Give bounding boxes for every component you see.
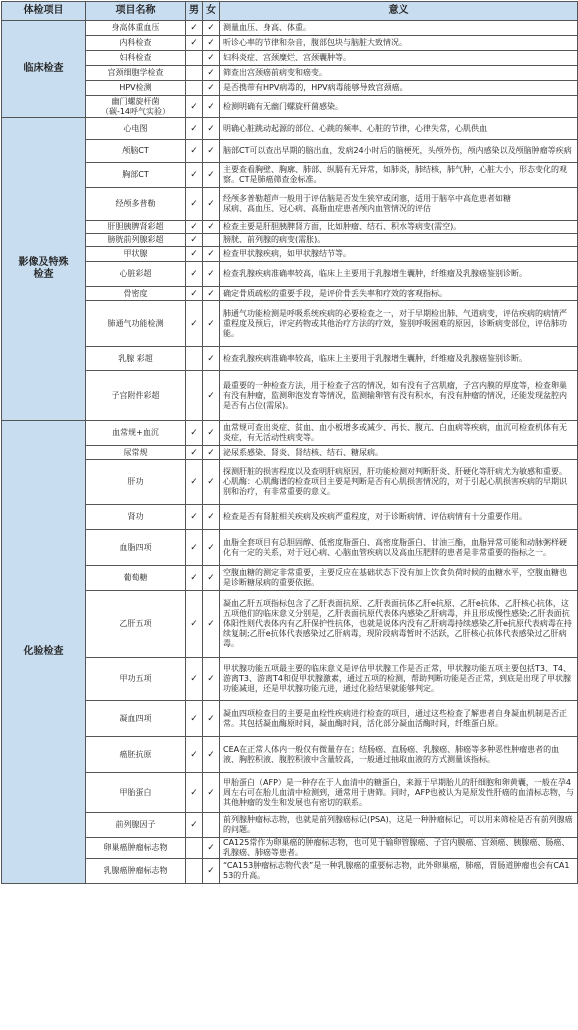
female-check-cell bbox=[203, 371, 220, 421]
female-check-cell bbox=[203, 813, 220, 838]
item-name-cell: 心电图 bbox=[86, 118, 186, 140]
checkmark-icon: ✓ bbox=[207, 170, 215, 180]
male-check-cell bbox=[186, 446, 203, 460]
table-row bbox=[2, 66, 578, 81]
female-check-cell bbox=[203, 262, 220, 287]
table-row bbox=[2, 140, 578, 163]
male-check-cell bbox=[186, 658, 203, 701]
checkmark-icon: ✓ bbox=[190, 573, 198, 583]
item-name-cell: 颅脑CT bbox=[86, 140, 186, 163]
item-name-cell: 胸部CT bbox=[86, 163, 186, 188]
female-check-cell bbox=[203, 446, 220, 460]
male-check-cell bbox=[186, 287, 203, 301]
checkmark-icon: ✓ bbox=[207, 619, 215, 629]
male-check-cell bbox=[186, 36, 203, 51]
female-check-cell bbox=[203, 737, 220, 773]
item-name-cell: 卵巢癌肿瘤标志物 bbox=[86, 838, 186, 859]
checkmark-icon: ✓ bbox=[207, 353, 215, 364]
item-name-cell: 乳腺癌肿瘤标志物 bbox=[86, 859, 186, 884]
category-cell: 影像及特殊 检查 bbox=[2, 118, 86, 421]
meaning-cell: 脑部CT可以查出早期的脑出血，发病24小时后的脑梗死，头颅外伤，颅内感染以及颅脑肿瘤等疾病 bbox=[220, 140, 578, 163]
male-check-cell bbox=[186, 591, 203, 658]
checkmark-icon: ✓ bbox=[190, 787, 198, 798]
item-name-cell: 甲状腺 bbox=[86, 247, 186, 262]
checkmark-icon: ✓ bbox=[190, 477, 198, 487]
item-name-cell: 前列腺因子 bbox=[86, 813, 186, 838]
table-row bbox=[2, 859, 578, 884]
female-check-cell bbox=[203, 530, 220, 566]
checkmark-icon: ✓ bbox=[207, 428, 215, 438]
item-name-cell: 子宫附件彩超 bbox=[86, 371, 186, 421]
table-row bbox=[2, 287, 578, 301]
meaning-cell: 前列腺肿瘤标志物，也就是前列腺癌标记(PSA)，这是一种肿瘤标记，可以用来筛检是否有前列腺癌的问题。 bbox=[220, 813, 578, 838]
table-row bbox=[2, 36, 578, 51]
table-row bbox=[2, 591, 578, 658]
male-check-cell bbox=[186, 247, 203, 262]
meaning-cell: CEA在正常人体内一般仅有微量存在；结肠癌、直肠癌、乳腺癌、肺癌等多种恶性肿瘤患者的血液、胸腔积液、腹腔积液中含量较高，一般通过抽取血液的方式测量该指标。 bbox=[220, 737, 578, 773]
table-row bbox=[2, 81, 578, 96]
female-check-cell bbox=[203, 247, 220, 262]
meaning-cell: 凝血乙肝五项指标包含了乙肝表面抗原、乙肝表面抗体乙肝e抗原、乙肝e抗体、乙肝核心抗体，这五项他们的临床意义分别是，乙肝表面抗原代表体内感染乙肝病毒，并且形成慢性感染;乙肝表面抗体阳性则代表体内有乙肝保护性抗体，也就是说体内没有乙肝病毒持续感染乙肝e抗原代表病毒在持续复制;乙肝e抗体代表感染过乙肝病毒，现阶段病毒暂时不活跃，乙肝核心抗体代表感染过乙肝病毒。 bbox=[220, 591, 578, 658]
female-check-cell bbox=[203, 859, 220, 884]
male-check-cell bbox=[186, 838, 203, 859]
female-check-cell bbox=[203, 221, 220, 234]
checkmark-icon: ✓ bbox=[207, 749, 215, 760]
checkmark-icon: ✓ bbox=[190, 619, 198, 629]
checkmark-icon: ✓ bbox=[190, 101, 198, 112]
category-cell: 化验检查 bbox=[2, 421, 86, 884]
table-row bbox=[2, 301, 578, 347]
table-row bbox=[2, 505, 578, 530]
checkmark-icon: ✓ bbox=[207, 477, 215, 487]
item-name-cell: 甲功五项 bbox=[86, 658, 186, 701]
item-name-cell: 肝功 bbox=[86, 460, 186, 505]
male-check-cell bbox=[186, 566, 203, 591]
checkmark-icon: ✓ bbox=[190, 749, 198, 760]
table-row bbox=[2, 51, 578, 66]
table-row bbox=[2, 838, 578, 859]
meaning-cell: 最重要的一种检查方法，用于检查子宫的情况，如有没有子宫肌瘤，子宫内膜的厚度等，检查卵巢有没有肿瘤，监测卵泡发育等情况，监测输卵管有没有积水，有没有肿瘤的情况，还能发现盆腔内是否有占位(需尿)。 bbox=[220, 371, 578, 421]
table-row bbox=[2, 701, 578, 737]
checkmark-icon: ✓ bbox=[207, 146, 215, 156]
male-check-cell bbox=[186, 530, 203, 566]
female-check-cell bbox=[203, 301, 220, 347]
checkmark-icon: ✓ bbox=[207, 713, 215, 724]
female-check-cell bbox=[203, 460, 220, 505]
meaning-cell: 甲状腺功能五项最主要的临床意义是评估甲状腺工作是否正常，甲状腺功能五项主要包括T3、T4、游离T3、游离T4和促甲状腺激素，通过五项的检测，帮助判断功能是否正常，到底是出现了甲状腺功能减退，还是甲状腺功能亢进，通过化验结果就能够判定。 bbox=[220, 658, 578, 701]
header-meaning: 意义 bbox=[220, 2, 578, 21]
male-check-cell bbox=[186, 701, 203, 737]
female-check-cell bbox=[203, 773, 220, 813]
table-row bbox=[2, 737, 578, 773]
female-check-cell bbox=[203, 591, 220, 658]
male-check-cell bbox=[186, 188, 203, 221]
male-check-cell bbox=[186, 118, 203, 140]
checkmark-icon: ✓ bbox=[190, 146, 198, 156]
item-name-cell: 心脏彩超 bbox=[86, 262, 186, 287]
header-row bbox=[2, 2, 578, 21]
checkmark-icon: ✓ bbox=[190, 235, 198, 245]
meaning-cell: 听诊心率的节律和杂音，腹部包块与脑脏大致情况。 bbox=[220, 36, 578, 51]
table-row bbox=[2, 247, 578, 262]
meaning-cell: CA125常作为卵巢癌的肿瘤标志物，也可见于输卵管腺癌、子宫内膜癌、宫颈癌、胰腺癌、肠癌、乳腺癌、肺癌等患者。 bbox=[220, 838, 578, 859]
female-check-cell bbox=[203, 118, 220, 140]
checkmark-icon: ✓ bbox=[190, 447, 198, 458]
meaning-cell: 明确心脏跳动起源的部位、心跳的频率、心脏的节律，心律失常，心肌供血 bbox=[220, 118, 578, 140]
checkmark-icon: ✓ bbox=[207, 83, 215, 93]
checkmark-icon: ✓ bbox=[207, 512, 215, 522]
checkmark-icon: ✓ bbox=[190, 170, 198, 180]
female-check-cell bbox=[203, 51, 220, 66]
header-female: 女 bbox=[203, 2, 220, 21]
meaning-cell: 检查乳腺疾病准确率较高，临床上主要用于乳腺增生囊肿，纤维瘤及乳腺癌鉴别诊断。 bbox=[220, 262, 578, 287]
item-name-cell: 乳腺 彩超 bbox=[86, 347, 186, 371]
checkmark-icon: ✓ bbox=[207, 123, 215, 134]
checkmark-icon: ✓ bbox=[190, 269, 198, 279]
table-row bbox=[2, 234, 578, 247]
checkmark-icon: ✓ bbox=[190, 222, 198, 232]
item-name-cell: 甲胎蛋白 bbox=[86, 773, 186, 813]
female-check-cell bbox=[203, 838, 220, 859]
meaning-cell: 检查是否有肾脏相关疾病及疾病严重程度，对于诊断病情、评估病情有十分重要作用。 bbox=[220, 505, 578, 530]
male-check-cell bbox=[186, 21, 203, 36]
male-check-cell bbox=[186, 301, 203, 347]
male-check-cell bbox=[186, 163, 203, 188]
meaning-cell: 血脂全套项目有总胆固醇、低密度脂蛋白、高密度脂蛋白、甘油三酯，血脂异常可能和动脉粥样硬化有一定的关系，对于冠心病、心脑血管疾病以及高血压肥胖的患者是非常重要的指标之一。 bbox=[220, 530, 578, 566]
checkmark-icon: ✓ bbox=[207, 542, 215, 553]
checkmark-icon: ✓ bbox=[190, 428, 198, 438]
meaning-cell: 妇科炎症、宫颈糜烂、宫颈囊肿等。 bbox=[220, 51, 578, 66]
category-cell: 临床检查 bbox=[2, 21, 86, 118]
meaning-cell: 检测明确有无幽门螺旋杆菌感染。 bbox=[220, 96, 578, 118]
female-check-cell bbox=[203, 658, 220, 701]
table-row bbox=[2, 221, 578, 234]
table-row bbox=[2, 446, 578, 460]
checkmark-icon: ✓ bbox=[207, 288, 215, 299]
item-name-cell: 妇科检查 bbox=[86, 51, 186, 66]
table-row bbox=[2, 347, 578, 371]
male-check-cell bbox=[186, 371, 203, 421]
checkmark-icon: ✓ bbox=[190, 542, 198, 553]
checkmark-icon: ✓ bbox=[190, 713, 198, 724]
meaning-cell: 泌尿系感染、肾炎、肾结核、结石、糖尿病。 bbox=[220, 446, 578, 460]
checkmark-icon: ✓ bbox=[207, 674, 215, 684]
meaning-cell: 肺通气功能检测是呼吸系统疾病的必要检查之一，对于早期检出肺、气道病变，评估疾病的病情严重程度及预后，评定药物或其他治疗方法的疗效，鉴别呼吸困难的原因，诊断病变部位，评估肺功能。 bbox=[220, 301, 578, 347]
checkmark-icon: ✓ bbox=[207, 390, 215, 401]
meaning-cell: 膀胱、前列腺的病变(需胀)。 bbox=[220, 234, 578, 247]
checkmark-icon: ✓ bbox=[190, 123, 198, 134]
table-row bbox=[2, 262, 578, 287]
meaning-cell: “CA153肿瘤标志物代表”是一种乳腺癌的重要标志物，此外卵巢癌，肺癌，胃肠道肿瘤也会有CA153的升高。 bbox=[220, 859, 578, 884]
checkmark-icon: ✓ bbox=[190, 820, 198, 830]
table-row bbox=[2, 773, 578, 813]
checkmark-icon: ✓ bbox=[207, 199, 215, 209]
meaning-cell: 主要查看胸壁、胸廓、肺部、纵膈有无异常，如肺炎，肺结核，肺气肿，心脏大小，形态变化的观察。CT是肺癌筛查金标准。 bbox=[220, 163, 578, 188]
header-category: 体检项目 bbox=[2, 2, 86, 21]
item-name-cell: 血常规+血沉 bbox=[86, 421, 186, 446]
checkmark-icon: ✓ bbox=[207, 222, 215, 232]
female-check-cell bbox=[203, 421, 220, 446]
checkmark-icon: ✓ bbox=[207, 269, 215, 279]
female-check-cell bbox=[203, 140, 220, 163]
item-name-cell: 凝血四项 bbox=[86, 701, 186, 737]
meaning-cell: 经颅多普勒超声一般用于评估脑是否发生狭窄或闭塞，适用于脑卒中高危患者如糖 尿病、高血压、冠心病、高脂血症患者颅内血管情况的评估 bbox=[220, 188, 578, 221]
meaning-cell: 血常规可查出炎症、贫血、血小板增多或减少、再长、腹亢、白血病等疾病，血沉可检查机体有无炎症，有无活动性病变等。 bbox=[220, 421, 578, 446]
male-check-cell bbox=[186, 66, 203, 81]
table-row bbox=[2, 96, 578, 118]
female-check-cell bbox=[203, 287, 220, 301]
female-check-cell bbox=[203, 81, 220, 96]
table-row bbox=[2, 813, 578, 838]
male-check-cell bbox=[186, 737, 203, 773]
male-check-cell bbox=[186, 234, 203, 247]
header-item-name: 项目名称 bbox=[86, 2, 186, 21]
item-name-cell: 尿常规 bbox=[86, 446, 186, 460]
table-row bbox=[2, 460, 578, 505]
item-name-cell: 身高体重血压 bbox=[86, 21, 186, 36]
meaning-cell: 凝血四项检查目的主要是血栓性疾病进行检查的项目，通过这些检查了解患者自身凝血机制是否正常。其包括凝血酶原时间，凝血酶时间，活化部分凝血活酶时间，纤维蛋白原。 bbox=[220, 701, 578, 737]
item-name-cell: HPV检测 bbox=[86, 81, 186, 96]
checkmark-icon: ✓ bbox=[207, 68, 215, 78]
male-check-cell bbox=[186, 773, 203, 813]
checkmark-icon: ✓ bbox=[207, 23, 215, 33]
item-name-cell: 经颅多普勒 bbox=[86, 188, 186, 221]
male-check-cell bbox=[186, 221, 203, 234]
meaning-cell: 探测肝脏的损害程度以及查明肝病原因，肝功能检测对判断肝炎、肝硬化等肝病尤为敏感和重要。心肌酶：心肌酶谱的检查项目主要是判断是否有心肌损害情况的，对于引起心肌损害疾病的早期识别和治疗，有非常重要的意义。 bbox=[220, 460, 578, 505]
item-name-cell: 肾功 bbox=[86, 505, 186, 530]
male-check-cell bbox=[186, 81, 203, 96]
checkmark-icon: ✓ bbox=[190, 288, 198, 299]
checkmark-icon: ✓ bbox=[207, 249, 215, 259]
checkmark-icon: ✓ bbox=[190, 512, 198, 522]
item-name-cell: 乙肝五项 bbox=[86, 591, 186, 658]
female-check-cell bbox=[203, 188, 220, 221]
meaning-cell: 空腹血糖的测定非常重要，主要反应在基础状态下没有加上饮食负荷时候的血糖水平，空腹血糖也是诊断糖尿病的重要依据。 bbox=[220, 566, 578, 591]
meaning-cell: 是否携带有HPV病毒的，HPV病毒能够导致宫颈癌。 bbox=[220, 81, 578, 96]
checkmark-icon: ✓ bbox=[207, 843, 215, 853]
male-check-cell bbox=[186, 505, 203, 530]
male-check-cell bbox=[186, 347, 203, 371]
checkmark-icon: ✓ bbox=[190, 249, 198, 259]
checkmark-icon: ✓ bbox=[207, 101, 215, 112]
meaning-cell: 测量血压、身高、体重。 bbox=[220, 21, 578, 36]
female-check-cell bbox=[203, 347, 220, 371]
table-row bbox=[2, 566, 578, 591]
female-check-cell bbox=[203, 21, 220, 36]
female-check-cell bbox=[203, 66, 220, 81]
item-name-cell: 血脂四项 bbox=[86, 530, 186, 566]
header-male: 男 bbox=[186, 2, 203, 21]
checkmark-icon: ✓ bbox=[207, 318, 215, 329]
male-check-cell bbox=[186, 421, 203, 446]
female-check-cell bbox=[203, 566, 220, 591]
meaning-cell: 筛查出宫颈癌前病变和癌变。 bbox=[220, 66, 578, 81]
table-row bbox=[2, 188, 578, 221]
item-name-cell: 幽门螺旋杆菌 （碳-14呼气实验） bbox=[86, 96, 186, 118]
male-check-cell bbox=[186, 140, 203, 163]
item-name-cell: 骨密度 bbox=[86, 287, 186, 301]
checkmark-icon: ✓ bbox=[207, 787, 215, 798]
male-check-cell bbox=[186, 51, 203, 66]
item-name-cell: 宫颈细胞学检查 bbox=[86, 66, 186, 81]
male-check-cell bbox=[186, 262, 203, 287]
checkmark-icon: ✓ bbox=[207, 38, 215, 48]
checkmark-icon: ✓ bbox=[207, 447, 215, 458]
male-check-cell bbox=[186, 460, 203, 505]
item-name-cell: 葡萄糖 bbox=[86, 566, 186, 591]
table-row bbox=[2, 163, 578, 188]
checkmark-icon: ✓ bbox=[207, 573, 215, 583]
meaning-cell: 检查乳腺疾病准确率较高，临床上主要用于乳腺增生囊肿，纤维瘤及乳腺癌鉴别诊断。 bbox=[220, 347, 578, 371]
meaning-cell: 检查甲状腺疾病，如甲状腺结节等。 bbox=[220, 247, 578, 262]
meaning-cell: 甲胎蛋白（AFP）是一种存在于人血清中的糖蛋白，来源于早期胎儿的肝细胞和卵黄囊，一般在孕4周左右可在胎儿血清中检测到，通常用于唐筛。同时，AFP也被认为是原发性肝癌的血清标志物，与其他肿瘤的发生和发展也有密切的联系。 bbox=[220, 773, 578, 813]
female-check-cell bbox=[203, 701, 220, 737]
male-check-cell bbox=[186, 813, 203, 838]
exam-table bbox=[1, 1, 578, 884]
table-row bbox=[2, 658, 578, 701]
checkmark-icon: ✓ bbox=[207, 866, 215, 876]
checkmark-icon: ✓ bbox=[207, 53, 215, 63]
item-name-cell: 肺通气功能检测 bbox=[86, 301, 186, 347]
table-row bbox=[2, 21, 578, 36]
table-row bbox=[2, 371, 578, 421]
table-row bbox=[2, 118, 578, 140]
checkmark-icon: ✓ bbox=[190, 199, 198, 209]
meaning-cell: 确定骨质疏松的重要手段，是评价骨丢失率和疗效的客观指标。 bbox=[220, 287, 578, 301]
checkmark-icon: ✓ bbox=[190, 38, 198, 48]
female-check-cell bbox=[203, 234, 220, 247]
male-check-cell bbox=[186, 859, 203, 884]
meaning-cell: 检查主要是肝胆胰脾肾方面，比如肿瘤、结石、积水等病变(需空)。 bbox=[220, 221, 578, 234]
item-name-cell: 癌胚抗原 bbox=[86, 737, 186, 773]
female-check-cell bbox=[203, 505, 220, 530]
female-check-cell bbox=[203, 96, 220, 118]
female-check-cell bbox=[203, 36, 220, 51]
item-name-cell: 内科检查 bbox=[86, 36, 186, 51]
table-row bbox=[2, 421, 578, 446]
item-name-cell: 肝胆胰脾肾彩超 bbox=[86, 221, 186, 234]
checkmark-icon: ✓ bbox=[190, 23, 198, 33]
item-name-cell: 膀胱前列腺彩超 bbox=[86, 234, 186, 247]
checkmark-icon: ✓ bbox=[190, 674, 198, 684]
female-check-cell bbox=[203, 163, 220, 188]
checkmark-icon: ✓ bbox=[190, 318, 198, 329]
table-row bbox=[2, 530, 578, 566]
male-check-cell bbox=[186, 96, 203, 118]
